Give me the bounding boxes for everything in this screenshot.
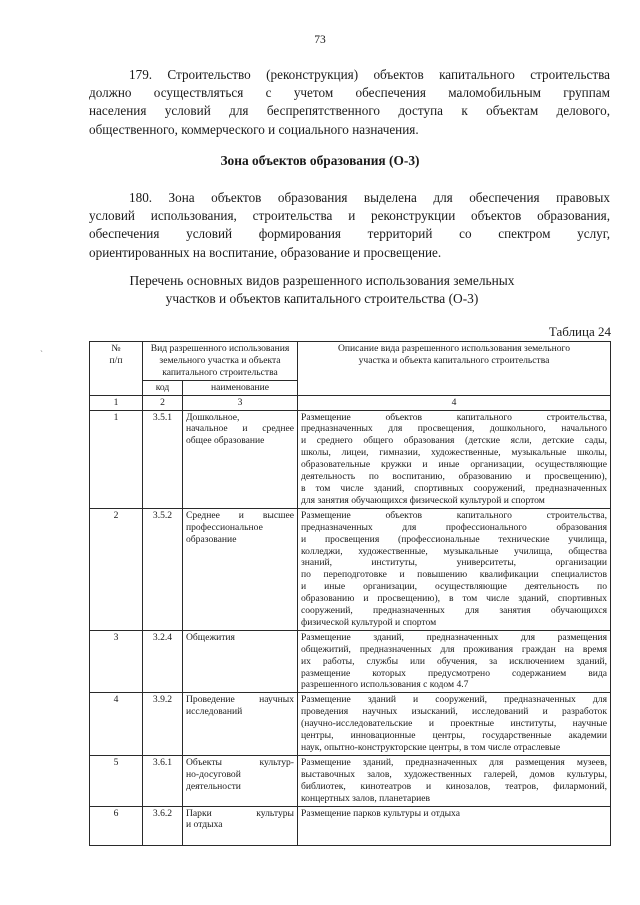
table-row — [90, 806, 611, 845]
list-title-line: Перечень основных видов разрешенного использования земельных — [129, 273, 515, 288]
desc-line: для занятия обучающихся физической культурой и спортом — [301, 494, 545, 506]
header-desc — [298, 342, 611, 396]
name-line: и отдыха — [186, 819, 223, 831]
header-text: земельного участка и объекта — [159, 354, 281, 366]
table-caption: Таблица 24 — [548, 324, 611, 339]
row-name — [183, 755, 298, 806]
row-description — [298, 693, 611, 756]
name-line: Проведение научных — [186, 694, 294, 706]
header-text: Описание вида разрешенного использования земельного — [337, 343, 571, 354]
desc-line: Размещение зданий, предназначенных для размещения — [301, 631, 607, 643]
row-code: 3.6.2 — [143, 806, 183, 845]
table-header-row — [90, 342, 611, 381]
permitted-use-table — [89, 341, 611, 846]
desc-line: наук, опытно-конструкторские центры, в том числе отраслевые — [301, 742, 561, 753]
name-line: Среднее и высшее — [186, 509, 294, 521]
list-title — [0, 272, 640, 308]
desc-line: школы, лицеи, гимназии, художественные, музыкальные школы, — [301, 447, 607, 459]
name-line: деятельности — [186, 780, 241, 792]
desc-line: и среднего общего образования (детские ясли, детские сады, — [301, 435, 607, 447]
column-number: 4 — [298, 395, 611, 410]
header-text: капитального строительства — [162, 366, 278, 378]
name-line: Объекты культур- — [186, 756, 294, 768]
row-description — [298, 630, 611, 693]
desc-line: предназначенных для профессионального образования — [301, 521, 607, 533]
table-row — [90, 693, 611, 756]
header-code: код — [143, 380, 183, 395]
header-text: участка и объекта капитального строительства — [358, 354, 550, 366]
row-name — [183, 806, 298, 845]
desc-line: знаний, институты, университеты, организации — [301, 557, 607, 569]
column-number: 1 — [90, 395, 143, 410]
desc-line: размещение которых предусмотрено содержанием вида — [301, 667, 607, 679]
name-line: образование — [186, 533, 237, 545]
row-num: 2 — [90, 508, 143, 630]
paragraph-179 — [89, 66, 610, 139]
name-line: начальное и среднее — [186, 423, 294, 435]
scan-mark: ˏ — [40, 342, 43, 352]
column-number: 2 — [143, 395, 183, 410]
header-num — [90, 342, 143, 396]
row-description — [298, 755, 611, 806]
desc-line: Размещение зданий, предназначенных для размещения музеев, — [301, 756, 607, 768]
desc-line: (научно-исследовательские и проектные институты, научные — [301, 718, 607, 730]
name-line: профессиональное — [186, 521, 263, 533]
desc-line: физической культурой и спортом — [301, 616, 437, 628]
row-name — [183, 630, 298, 693]
table-row — [90, 755, 611, 806]
table-row — [90, 508, 611, 630]
desc-line: и просвещения (профессиональные технические училища, — [301, 533, 607, 545]
desc-line: образованию и просвещению), в том числе зданий, спортивных — [301, 593, 607, 605]
row-num: 5 — [90, 755, 143, 806]
column-number-row — [90, 395, 611, 410]
row-code: 3.5.2 — [143, 508, 183, 630]
row-name — [183, 693, 298, 756]
page-number: 73 — [314, 34, 326, 46]
desc-line: выставочных залов, художественных галерей, домов культуры, — [301, 768, 607, 780]
desc-line: в том числе зданий, спортивных сооружений, предназначенных — [301, 482, 607, 494]
desc-line: деятельность по воспитанию, образованию и просвещению), — [301, 471, 607, 483]
text-line: 180. Зона объектов образования выделена для обеспечения правовых — [129, 190, 610, 205]
desc-line: центры, инновационные центры, государственные академии — [301, 730, 607, 742]
row-code: 3.5.1 — [143, 410, 183, 508]
desc-line: проведения научных изысканий, исследований и разработок — [301, 706, 607, 718]
name-line: Дошкольное, — [186, 411, 240, 423]
desc-line: их работы, службы или обучения, за исключением зданий, — [301, 655, 607, 667]
name-line: но-досуговой — [186, 768, 241, 780]
text-line: 179. Строительство (реконструкция) объектов капитального строительства — [129, 67, 610, 82]
row-name — [183, 410, 298, 508]
column-number: 3 — [183, 395, 298, 410]
row-code: 3.2.4 — [143, 630, 183, 693]
desc-line: концертных залов, планетариев — [301, 792, 431, 804]
header-text: Вид разрешенного использования — [150, 343, 290, 354]
text-line: общественного, коммерческого и социального назначения. — [89, 121, 419, 137]
section-heading: Зона объектов образования (О-3) — [220, 153, 420, 168]
list-title-line: участков и объектов капитального строительства (О-3) — [165, 291, 479, 306]
header-name: наименование — [183, 380, 298, 395]
paragraph-180 — [89, 189, 610, 262]
desc-line: общежитий, предназначенных для проживания граждан на время — [301, 643, 607, 655]
row-num: 3 — [90, 630, 143, 693]
desc-line: Размещение объектов капитального строительства, — [301, 411, 607, 423]
header-text: п/п — [109, 354, 123, 366]
desc-line: Размещение объектов капитального строительства, — [301, 509, 607, 521]
row-description — [298, 410, 611, 508]
desc-line: по переподготовке и повышению квалификации специалистов — [301, 569, 607, 581]
row-name — [183, 508, 298, 630]
name-line: исследований — [186, 706, 243, 718]
row-description — [298, 508, 611, 630]
row-num: 4 — [90, 693, 143, 756]
table-row — [90, 630, 611, 693]
row-code: 3.6.1 — [143, 755, 183, 806]
header-type — [143, 342, 298, 381]
text-line: должно осуществляться с учетом обеспечения маломобильным группам — [89, 85, 610, 101]
desc-line: и иные организации, осуществляющие деятельность по — [301, 581, 607, 593]
desc-line: Размещение зданий и сооружений, предназначенных для — [301, 694, 607, 706]
desc-line: Размещение парков культуры и отдыха — [301, 807, 460, 819]
desc-line: колледжи, художественные, музыкальные училища, общества — [301, 545, 607, 557]
text-line: условий использования, строительства и реконструкции объектов образования, — [89, 208, 610, 224]
text-line: ориентированных на воспитание, образование и просвещение. — [89, 244, 442, 260]
header-text: № — [111, 343, 121, 354]
text-line: обеспечения условий формирования территорий со спектром услуг, — [89, 226, 610, 242]
desc-line: библиотек, кинотеатров и кинозалов, театров, филармоний, — [301, 780, 607, 792]
desc-line: сооружений, предназначенных для занятия обучающихся — [301, 605, 607, 617]
row-description — [298, 806, 611, 845]
text-line: населения условий для беспрепятственного доступа к объектам делового, — [89, 103, 610, 119]
name-line: Общежития — [186, 631, 235, 643]
name-line: Парки культуры — [186, 807, 294, 819]
desc-line: разрешенного использования с кодом 4.7 — [301, 679, 469, 691]
row-code: 3.9.2 — [143, 693, 183, 756]
name-line: общее образование — [186, 435, 265, 447]
desc-line: образовательные кружки и иные организации, осуществляющие — [301, 459, 607, 471]
table-row — [90, 410, 611, 508]
desc-line: предназначенных для просвещения, дошкольного, начального — [301, 423, 607, 435]
row-num: 6 — [90, 806, 143, 845]
row-num: 1 — [90, 410, 143, 508]
